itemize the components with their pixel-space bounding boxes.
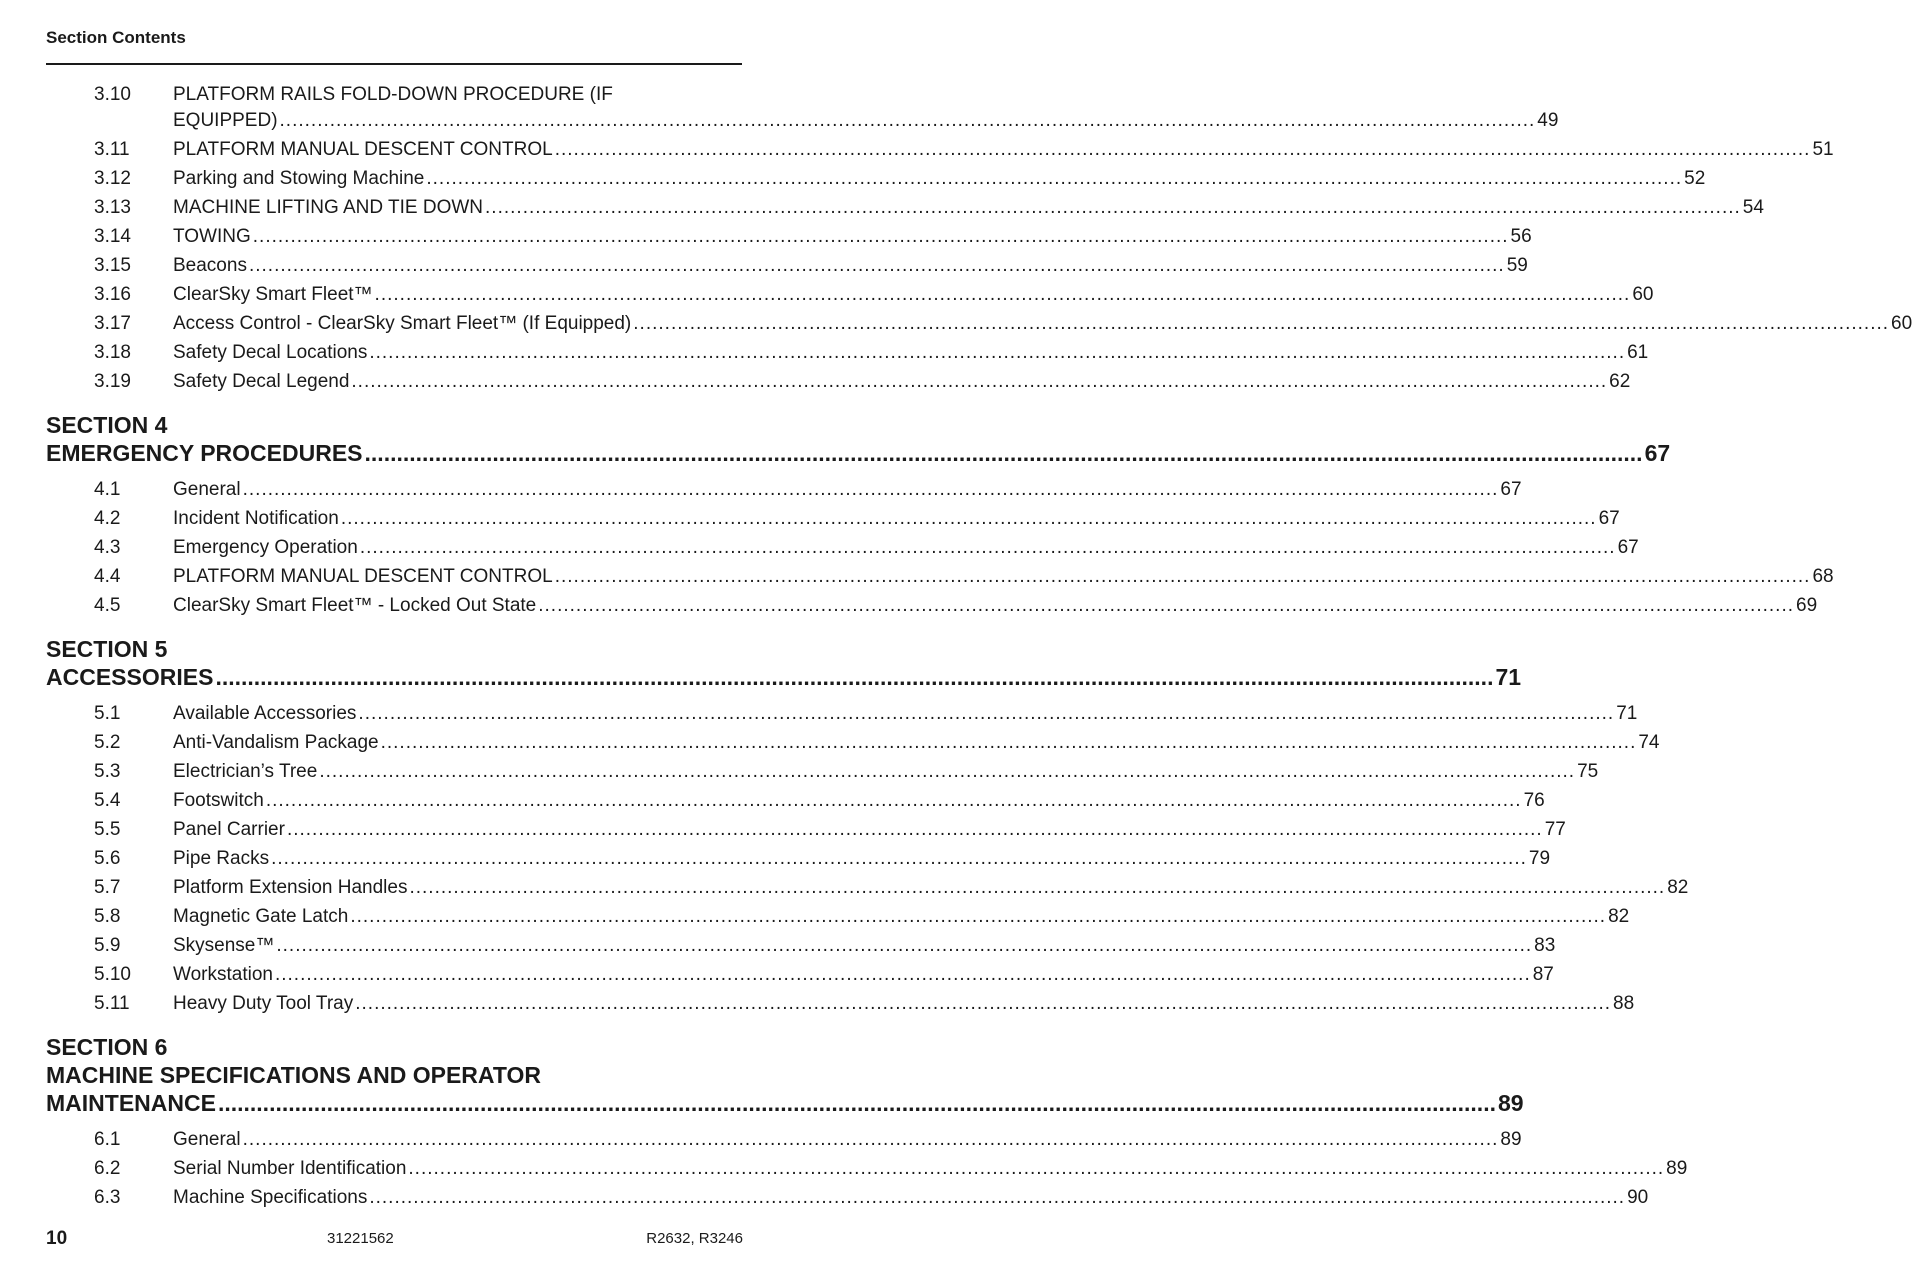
toc-entry-title[interactable]: PLATFORM MANUAL DESCENT CONTROL xyxy=(173,566,553,587)
toc-entry[interactable] xyxy=(46,280,1654,309)
toc-entry-title[interactable]: EMERGENCY PROCEDURES xyxy=(46,440,363,466)
toc-entry-title[interactable]: Parking and Stowing Machine xyxy=(173,168,425,189)
toc-entry-title[interactable]: Machine Specifications xyxy=(173,1187,368,1208)
toc-entry-title[interactable]: Skysense™ xyxy=(173,935,275,956)
toc-entry[interactable] xyxy=(46,251,1528,280)
toc-entry-body xyxy=(173,757,1598,786)
toc-leader-line xyxy=(173,815,1566,844)
dot-leader xyxy=(633,309,1889,338)
toc-entry-body xyxy=(173,475,1522,504)
toc-entry-number: 5.3 xyxy=(94,761,121,782)
toc-entry[interactable] xyxy=(46,844,1551,873)
toc-leader-line xyxy=(173,338,1648,367)
toc-entry-page[interactable]: 60 xyxy=(1632,284,1654,305)
dot-leader xyxy=(351,367,1607,396)
toc-leader-line xyxy=(173,699,1637,728)
toc-entry-title[interactable]: Workstation xyxy=(173,964,273,985)
toc-entry[interactable] xyxy=(46,873,1689,902)
toc-entry-title[interactable]: Electrician’s Tree xyxy=(173,761,318,782)
toc-entry-number: 5.10 xyxy=(94,964,131,985)
dot-leader xyxy=(360,533,1616,562)
toc-entry-page[interactable]: 67 xyxy=(1617,537,1639,558)
toc-entry-number: 4.5 xyxy=(94,595,121,616)
toc-entry-title[interactable]: Available Accessories xyxy=(173,703,357,724)
section-heading xyxy=(46,1033,1524,1117)
toc-entry-number: 3.16 xyxy=(94,284,131,305)
toc-entry-title[interactable]: General xyxy=(173,1129,241,1150)
toc-entry-page[interactable]: 90 xyxy=(1627,1187,1649,1208)
toc-entry-title[interactable]: Panel Carrier xyxy=(173,819,285,840)
toc-leader-line xyxy=(173,873,1688,902)
toc-leader-line xyxy=(173,989,1634,1018)
toc-entry-page[interactable]: 67 xyxy=(1644,440,1671,466)
toc-entry-body xyxy=(173,280,1653,309)
toc-entry-number: 4.3 xyxy=(94,537,121,558)
toc-entry-body xyxy=(173,222,1532,251)
toc-entry[interactable] xyxy=(46,164,1706,193)
toc-leader-line xyxy=(173,931,1555,960)
toc-entry-title[interactable]: Serial Number Identification xyxy=(173,1158,407,1179)
toc-entry-body xyxy=(173,902,1629,931)
toc-entry[interactable] xyxy=(46,562,1834,591)
toc-entry[interactable] xyxy=(46,902,1630,931)
toc-entry-number: 3.10 xyxy=(94,84,131,105)
toc-leader-line xyxy=(46,663,1522,691)
toc-entry-title[interactable]: PLATFORM MANUAL DESCENT CONTROL xyxy=(173,139,553,160)
toc-leader-line xyxy=(173,562,1834,591)
dot-leader xyxy=(287,815,1543,844)
toc-leader-line xyxy=(173,786,1545,815)
toc-entry-page[interactable]: 61 xyxy=(1627,342,1649,363)
toc-entry-page[interactable]: 82 xyxy=(1667,877,1689,898)
dot-leader xyxy=(341,504,1597,533)
toc-entry-number: 5.5 xyxy=(94,819,121,840)
toc-entry-number: 3.19 xyxy=(94,371,131,392)
dot-leader xyxy=(280,106,1536,135)
toc-entry-page[interactable]: 71 xyxy=(1616,703,1638,724)
toc-leader-line xyxy=(46,439,1671,467)
toc-entry-page[interactable]: 88 xyxy=(1613,993,1635,1014)
toc-leader-line xyxy=(173,757,1598,786)
toc-entry[interactable] xyxy=(46,728,1660,757)
toc-entry-body xyxy=(173,1183,1648,1212)
toc-entry-title[interactable]: Access Control - ClearSky Smart Fleet™ (If Equipped) xyxy=(173,313,632,334)
toc-entry-number: 5.7 xyxy=(94,877,121,898)
toc-entry-number: 5.11 xyxy=(94,993,130,1014)
toc-entry-number: 3.14 xyxy=(94,226,131,247)
toc-leader-line xyxy=(173,533,1639,562)
section-label: SECTION 6 xyxy=(46,1034,168,1060)
section-heading xyxy=(46,635,1522,691)
toc-entry-number: 4.1 xyxy=(94,479,121,500)
toc-entry-title[interactable]: Pipe Racks xyxy=(173,848,270,869)
toc-entry-page[interactable]: 49 xyxy=(1537,110,1559,131)
toc-entry-body xyxy=(173,83,1558,135)
toc-leader-line xyxy=(173,135,1834,164)
toc-entry[interactable] xyxy=(46,222,1532,251)
toc-entry-body xyxy=(173,815,1566,844)
toc-entry-title[interactable]: Magnetic Gate Latch xyxy=(173,906,349,927)
toc-entry-number: 5.1 xyxy=(94,703,121,724)
dot-leader xyxy=(218,1089,1496,1117)
toc-entry-number: 6.3 xyxy=(94,1187,121,1208)
toc-leader-line xyxy=(173,504,1620,533)
dot-leader xyxy=(249,251,1505,280)
toc-entry-body xyxy=(173,728,1660,757)
toc-leader-line xyxy=(173,1154,1687,1183)
dot-leader xyxy=(243,1125,1499,1154)
toc-leader-line xyxy=(173,367,1630,396)
toc-leader-line xyxy=(173,728,1660,757)
toc-entry-page[interactable]: 89 xyxy=(1666,1158,1688,1179)
toc-leader-line xyxy=(46,1089,1524,1117)
toc-entry[interactable] xyxy=(46,80,1559,135)
section-label: SECTION 5 xyxy=(46,636,168,662)
toc-leader-line xyxy=(173,222,1532,251)
toc-leader-line xyxy=(173,106,1558,135)
dot-leader xyxy=(215,663,1493,691)
toc-entry-body xyxy=(173,1154,1687,1183)
dot-leader xyxy=(266,786,1522,815)
dot-leader xyxy=(555,135,1811,164)
toc-entry-title[interactable]: Heavy Duty Tool Tray xyxy=(173,993,354,1014)
toc-entry-page[interactable]: 62 xyxy=(1609,371,1631,392)
toc-entry-body xyxy=(173,699,1637,728)
toc-entry-title[interactable]: Anti-Vandalism Package xyxy=(173,732,379,753)
dot-leader xyxy=(355,989,1611,1018)
toc-entry-body xyxy=(173,251,1528,280)
toc-entry-page[interactable]: 82 xyxy=(1608,906,1630,927)
toc-entry-number: 3.15 xyxy=(94,255,131,276)
dot-leader xyxy=(275,960,1531,989)
dot-leader xyxy=(253,222,1509,251)
toc-leader-line xyxy=(173,309,1912,338)
toc-entry-page[interactable]: 51 xyxy=(1812,139,1834,160)
toc-entry[interactable] xyxy=(46,931,1556,960)
toc-entry-page[interactable]: 67 xyxy=(1500,479,1522,500)
toc-entry-title[interactable]: General xyxy=(173,479,241,500)
toc-entry-body xyxy=(173,844,1550,873)
toc-entry-title[interactable]: MACHINE LIFTING AND TIE DOWN xyxy=(173,197,484,218)
toc-leader-line xyxy=(173,960,1554,989)
dot-leader xyxy=(243,475,1499,504)
toc-entry[interactable] xyxy=(46,504,1620,533)
dot-leader xyxy=(350,902,1606,931)
toc-entry-number: 5.2 xyxy=(94,732,121,753)
toc-entry-page[interactable]: 87 xyxy=(1532,964,1554,985)
toc-entry-body xyxy=(173,873,1688,902)
toc-entry-page[interactable]: 83 xyxy=(1534,935,1556,956)
toc-entry-title[interactable]: ClearSky Smart Fleet™ xyxy=(173,284,373,305)
toc-leader-line xyxy=(173,193,1764,222)
toc-entry-body xyxy=(173,960,1554,989)
toc-entry-number: 3.11 xyxy=(94,139,130,160)
toc-entry[interactable] xyxy=(46,815,1566,844)
toc-entry-number: 3.13 xyxy=(94,197,131,218)
toc-entry-body xyxy=(173,504,1620,533)
toc-entry-page[interactable]: 77 xyxy=(1544,819,1566,840)
toc-leader-line xyxy=(173,475,1522,504)
toc-entry[interactable] xyxy=(46,135,1834,164)
toc-entry-number: 5.4 xyxy=(94,790,121,811)
toc-entry-title[interactable]: TOWING xyxy=(173,226,251,247)
toc-entry[interactable] xyxy=(46,591,1818,620)
toc-entry-body xyxy=(173,164,1705,193)
toc-entry-title[interactable]: Safety Decal Locations xyxy=(173,342,368,363)
toc-entry-body xyxy=(173,338,1648,367)
toc-entry-body xyxy=(173,367,1630,396)
toc-entry[interactable] xyxy=(46,475,1522,504)
dot-leader xyxy=(381,728,1637,757)
toc-entry-number: 6.2 xyxy=(94,1158,121,1179)
toc-entry-number: 5.6 xyxy=(94,848,121,869)
toc-entry-body xyxy=(173,591,1817,620)
toc-entry[interactable] xyxy=(46,699,1638,728)
toc-entry-number: 4.4 xyxy=(94,566,121,587)
toc-entry-number: 3.12 xyxy=(94,168,131,189)
toc-leader-line xyxy=(173,164,1705,193)
toc-leader-line xyxy=(173,280,1653,309)
toc-entry-body xyxy=(173,931,1555,960)
toc-entry-number: 3.18 xyxy=(94,342,131,363)
toc-entry-number: 4.2 xyxy=(94,508,121,529)
toc-leader-line xyxy=(173,1183,1648,1212)
toc-entry-page[interactable]: 71 xyxy=(1495,664,1522,690)
toc-leader-line xyxy=(173,251,1528,280)
dot-leader xyxy=(555,562,1811,591)
toc-entry-body xyxy=(173,533,1639,562)
dot-leader xyxy=(485,193,1741,222)
toc-entry[interactable] xyxy=(46,786,1545,815)
footer-document-number: 31221562 xyxy=(327,1230,394,1247)
dot-leader xyxy=(365,439,1643,467)
toc-entry-number: 5.8 xyxy=(94,906,121,927)
toc-entry-body xyxy=(173,562,1834,591)
toc-leader-line xyxy=(173,844,1550,873)
dot-leader xyxy=(276,931,1532,960)
toc-entry-page[interactable]: 76 xyxy=(1523,790,1545,811)
toc-entry-page[interactable]: 60 xyxy=(1891,313,1912,334)
toc-entry[interactable] xyxy=(46,989,1635,1018)
toc-entry-title[interactable]: Incident Notification xyxy=(173,508,339,529)
dot-leader xyxy=(408,1154,1664,1183)
toc-entry-body xyxy=(173,786,1545,815)
header-divider xyxy=(46,63,742,65)
toc-entry-body xyxy=(173,193,1764,222)
toc-entry-title[interactable]: Footswitch xyxy=(173,790,264,811)
dot-leader xyxy=(319,757,1575,786)
toc-entry-body xyxy=(173,309,1912,338)
toc-entry-title[interactable]: MAINTENANCE xyxy=(46,1090,216,1116)
toc-leader-line xyxy=(173,591,1817,620)
toc-entry-number: 3.17 xyxy=(94,313,131,334)
toc-entry-title[interactable]: Safety Decal Legend xyxy=(173,371,350,392)
toc-entry[interactable] xyxy=(46,367,1631,396)
toc-entry-body xyxy=(173,989,1634,1018)
toc-entry-title-line[interactable]: PLATFORM RAILS FOLD-DOWN PROCEDURE (IF xyxy=(173,84,613,105)
section-title-line[interactable]: MACHINE SPECIFICATIONS AND OPERATOR xyxy=(46,1062,541,1088)
toc-entry-title[interactable]: Emergency Operation xyxy=(173,537,358,558)
toc-entry[interactable] xyxy=(46,1183,1649,1212)
toc-entry[interactable] xyxy=(46,757,1599,786)
section-label: SECTION 4 xyxy=(46,412,168,438)
toc-entry-title[interactable]: ACCESSORIES xyxy=(46,664,214,690)
footer-page-number: 10 xyxy=(46,1228,68,1249)
toc-entry-title[interactable]: Beacons xyxy=(173,255,247,276)
toc-entry-page[interactable]: 52 xyxy=(1684,168,1706,189)
dot-leader xyxy=(271,844,1527,873)
dot-leader xyxy=(369,338,1625,367)
toc-entry-number: 5.9 xyxy=(94,935,121,956)
dot-leader xyxy=(369,1183,1625,1212)
toc-entry[interactable] xyxy=(46,960,1554,989)
dot-leader xyxy=(538,591,1794,620)
toc-entry-page[interactable]: 59 xyxy=(1506,255,1528,276)
toc-entry-body xyxy=(173,135,1834,164)
toc-entry-page[interactable]: 75 xyxy=(1577,761,1599,782)
toc-entry-page[interactable]: 74 xyxy=(1638,732,1660,753)
toc-entry-page[interactable]: 54 xyxy=(1742,197,1764,218)
toc-entry-page[interactable]: 89 xyxy=(1500,1129,1522,1150)
toc-entry-page[interactable]: 79 xyxy=(1528,848,1551,869)
page-header-title: Section Contents xyxy=(46,28,186,47)
toc-entry-page[interactable]: 89 xyxy=(1497,1090,1524,1116)
dot-leader xyxy=(409,873,1665,902)
toc-entry-page[interactable]: 56 xyxy=(1510,226,1532,247)
toc-entry-page[interactable]: 68 xyxy=(1812,566,1834,587)
dot-leader xyxy=(358,699,1614,728)
toc-entry-page[interactable]: 69 xyxy=(1796,595,1818,616)
toc-leader-line xyxy=(173,1125,1522,1154)
toc-entry[interactable] xyxy=(46,309,1912,338)
toc-leader-line xyxy=(173,902,1629,931)
toc-entry[interactable] xyxy=(46,193,1764,222)
dot-leader xyxy=(375,280,1631,309)
section-heading xyxy=(46,411,1671,467)
toc-entry[interactable] xyxy=(46,338,1649,367)
toc-entry-page[interactable]: 67 xyxy=(1598,508,1620,529)
toc-entry[interactable] xyxy=(46,1154,1688,1183)
toc-entry-title[interactable]: Platform Extension Handles xyxy=(173,877,408,898)
footer-model-numbers: R2632, R3246 xyxy=(646,1230,743,1247)
dot-leader xyxy=(426,164,1682,193)
table-of-contents xyxy=(46,80,1912,1212)
toc-entry[interactable] xyxy=(46,1125,1522,1154)
toc-entry-title[interactable]: ClearSky Smart Fleet™ - Locked Out State xyxy=(173,595,537,616)
toc-entry-title[interactable]: EQUIPPED) xyxy=(173,110,278,131)
toc-entry-number: 6.1 xyxy=(94,1129,121,1150)
toc-entry[interactable] xyxy=(46,533,1639,562)
toc-entry-body xyxy=(173,1125,1522,1154)
